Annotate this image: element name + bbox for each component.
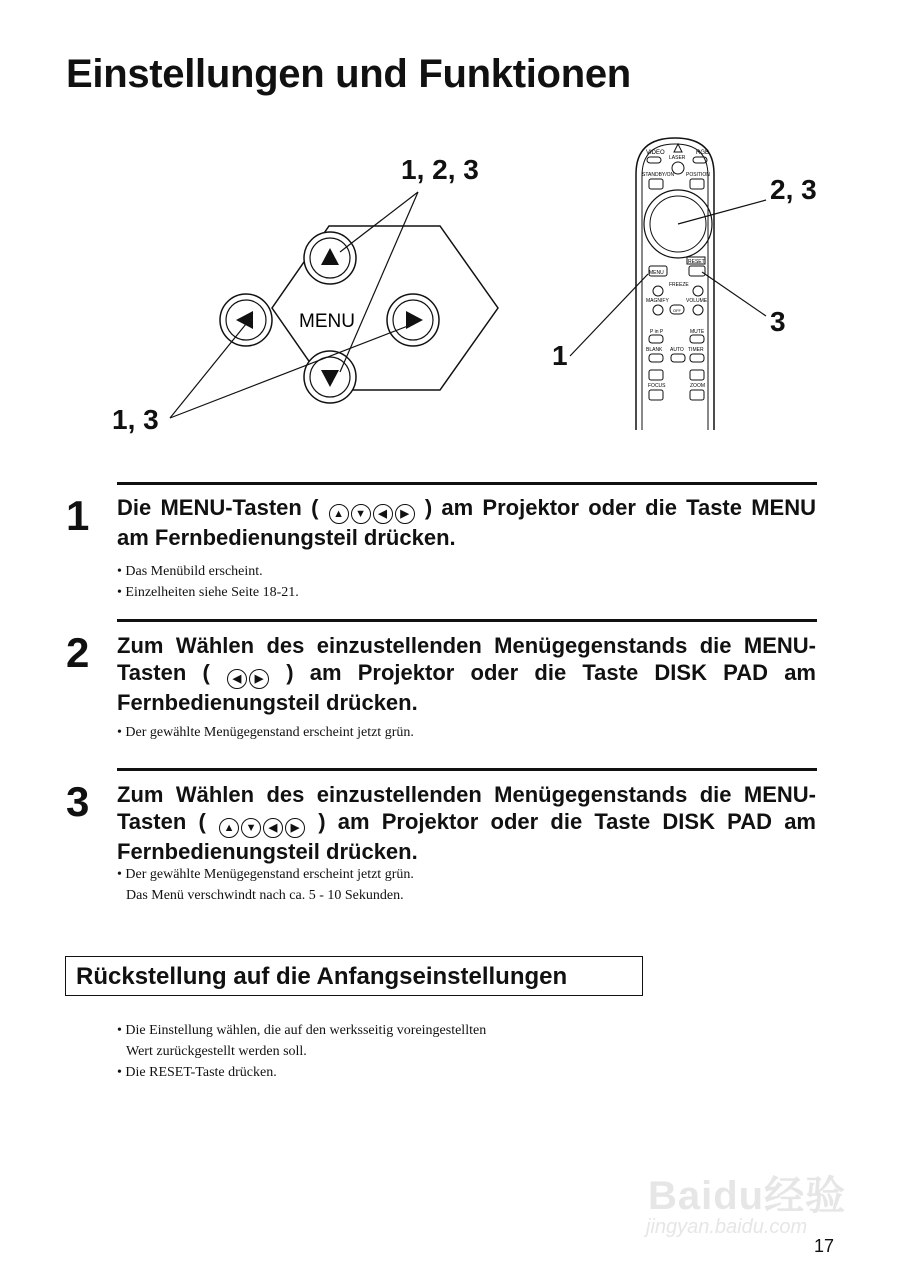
svg-text:LASER: LASER bbox=[669, 155, 686, 161]
list-item: • Die RESET-Taste drücken. bbox=[117, 1065, 277, 1080]
svg-text:BLANK: BLANK bbox=[646, 347, 663, 353]
left-key-icon: ◀ bbox=[227, 669, 247, 689]
svg-text:POSITION: POSITION bbox=[686, 172, 710, 178]
svg-text:RGB: RGB bbox=[696, 150, 710, 156]
svg-text:OFF: OFF bbox=[673, 308, 681, 313]
up-key-icon: ▲ bbox=[329, 504, 349, 524]
down-key-icon: ▼ bbox=[351, 504, 371, 524]
menu-label: MENU bbox=[299, 311, 355, 332]
callout-left: 1, 3 bbox=[112, 404, 159, 435]
reset-notes bbox=[117, 1020, 587, 1083]
right-key-icon: ▶ bbox=[249, 669, 269, 689]
left-key-icon: ◀ bbox=[263, 818, 283, 838]
svg-text:VOLUME: VOLUME bbox=[686, 298, 708, 304]
step-number: 1 bbox=[66, 492, 90, 539]
callout-remote-left: 1 bbox=[552, 340, 568, 371]
up-key-icon bbox=[304, 232, 356, 284]
list-item: • Das Menübild erscheint. bbox=[117, 564, 263, 579]
svg-text:RESET: RESET bbox=[688, 259, 705, 265]
step-divider bbox=[117, 619, 817, 622]
svg-text:STANDBY/ON: STANDBY/ON bbox=[642, 172, 675, 178]
step-divider bbox=[117, 482, 817, 485]
watermark-url: jingyan.baidu.com bbox=[646, 1216, 808, 1238]
step-number: 2 bbox=[66, 629, 90, 676]
svg-text:MENU: MENU bbox=[649, 270, 664, 276]
svg-text:ZOOM: ZOOM bbox=[690, 383, 705, 389]
list-item: • Einzelheiten siehe Seite 18-21. bbox=[117, 585, 299, 600]
callout-remote-top: 2, 3 bbox=[770, 174, 817, 205]
list-item: • Der gewählte Menügegenstand erscheint jetzt grün. bbox=[117, 725, 414, 740]
svg-text:VIDEO: VIDEO bbox=[646, 150, 665, 156]
svg-text:FOCUS: FOCUS bbox=[648, 383, 666, 389]
list-item: Das Menü verschwindt nach ca. 5 - 10 Sekunden. bbox=[126, 888, 404, 903]
right-key-icon bbox=[387, 294, 439, 346]
page-number: 17 bbox=[814, 1236, 835, 1256]
page-title: Einstellungen und Funktionen bbox=[66, 52, 631, 96]
step-notes bbox=[117, 864, 414, 906]
remote-leader-lines bbox=[540, 180, 770, 360]
list-item: Wert zurückgestellt werden soll. bbox=[126, 1044, 307, 1059]
svg-text:FREEZE: FREEZE bbox=[669, 282, 689, 288]
step-notes bbox=[117, 561, 299, 603]
svg-text:MUTE: MUTE bbox=[690, 329, 705, 335]
step-divider bbox=[117, 768, 817, 771]
list-item: • Der gewählte Menügegenstand erscheint jetzt grün. bbox=[117, 867, 414, 882]
step-heading: Zum Wählen des einzustellenden Menügegenstands die MENU-Tasten ( ▲ ▼ ◀ ▶ ) am Projektor oder die Taste DISK PAD am Fernbedienungsteil drücken. bbox=[117, 782, 816, 864]
svg-text:AUTO: AUTO bbox=[670, 347, 684, 353]
right-key-icon: ▶ bbox=[285, 818, 305, 838]
svg-text:TIMER: TIMER bbox=[688, 347, 704, 353]
up-key-icon: ▲ bbox=[219, 818, 239, 838]
svg-text:MAGNIFY: MAGNIFY bbox=[646, 298, 669, 304]
right-key-icon: ▶ bbox=[395, 504, 415, 524]
down-key-icon: ▼ bbox=[241, 818, 261, 838]
watermark-logo: Baidu经验 bbox=[648, 1174, 847, 1218]
step-heading: Zum Wählen des einzustellenden Menügegenstands die MENU-Tasten ( ◀ ▶ ) am Projektor oder die Taste DISK PAD am Fernbedienungsteil drücken. bbox=[117, 633, 816, 715]
section-heading-box: Rückstellung auf die Anfangseinstellungen bbox=[65, 956, 643, 996]
list-item: • Die Einstellung wählen, die auf den werksseitig voreingestellten bbox=[117, 1023, 487, 1038]
down-key-icon bbox=[304, 351, 356, 403]
callout-top: 1, 2, 3 bbox=[401, 154, 479, 185]
step-number: 3 bbox=[66, 778, 90, 825]
left-key-icon: ◀ bbox=[373, 504, 393, 524]
left-key-icon bbox=[220, 294, 272, 346]
callout-remote-right: 3 bbox=[770, 306, 786, 337]
step-heading: Die MENU-Tasten ( ▲ ▼ ◀ ▶ ) am Projektor oder die Taste MENU am Fernbedienungsteil drücken. bbox=[117, 495, 816, 550]
svg-text:P in P: P in P bbox=[650, 329, 664, 335]
step-notes bbox=[117, 722, 414, 743]
